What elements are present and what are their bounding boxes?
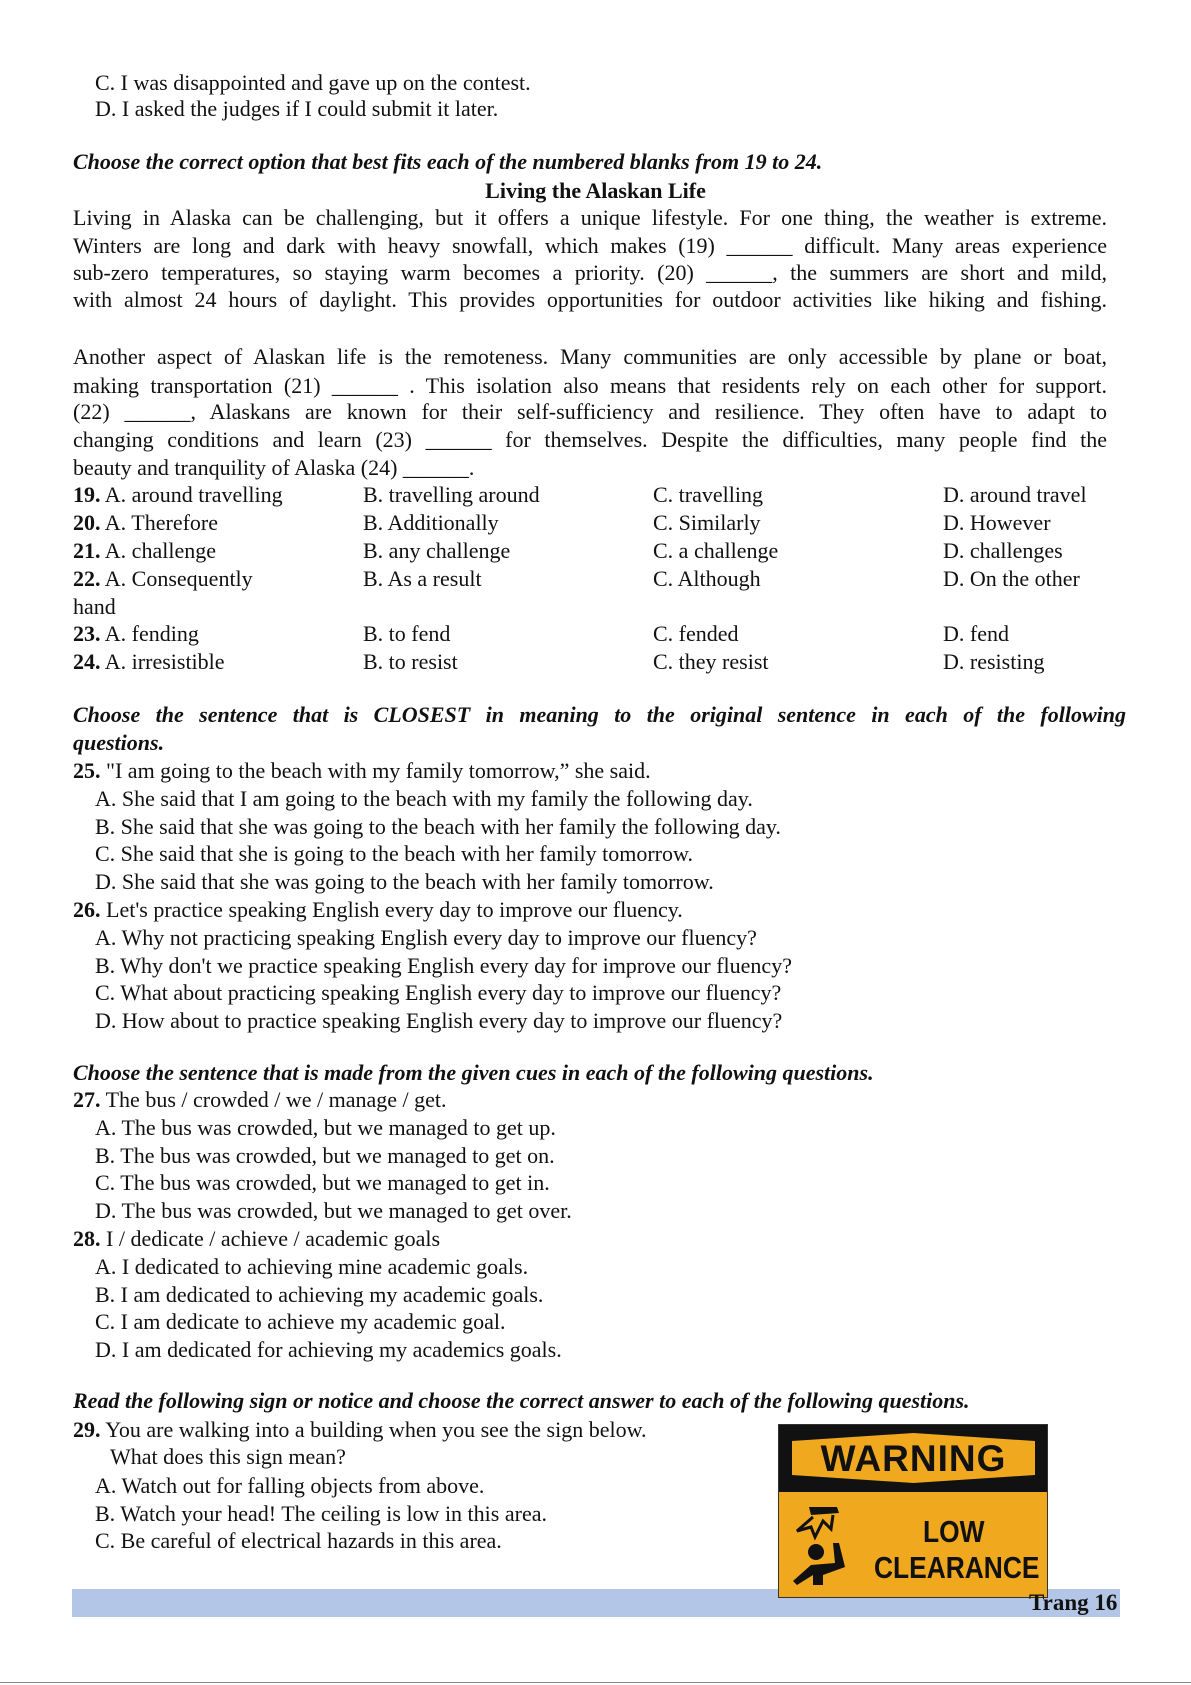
answer-row: [73, 509, 218, 537]
passage-line: beauty and tranquility of Alaska (24) ______.: [73, 455, 475, 480]
passage-line: with almost 24 hours of daylight. This provides opportunities for outdoor activities like hiking and fishing.: [73, 287, 1107, 312]
option-b: B. As a result: [363, 566, 482, 591]
option-d: D. challenges: [943, 538, 1063, 563]
option-d: D. fend: [943, 621, 1009, 646]
option-a: A. Consequently: [104, 566, 253, 591]
answer-option: B. The bus was crowded, but we managed to get on.: [95, 1142, 555, 1168]
answer-option: A. Why not practicing speaking English every day to improve our fluency?: [95, 925, 757, 950]
option-c: C. Although: [653, 566, 761, 591]
option-b: B. to resist: [363, 649, 458, 674]
question-subprompt: What does this sign mean?: [110, 1444, 346, 1469]
sign-header-text: WARNING: [820, 1438, 1007, 1479]
passage-line: sub-zero temperatures, so staying warm becomes a priority. (20) ______, the summers are short and mild,: [73, 260, 1107, 285]
question-stem-line: [73, 757, 651, 785]
answer-option: A. I dedicated to achieving mine academic goals.: [95, 1254, 529, 1279]
passage-line: changing conditions and learn (23) ______ for themselves. Despite the difficulties, many people find the: [73, 427, 1107, 452]
passage-line: Another aspect of Alaskan life is the remoteness. Many communities are only accessible by plane or boat,: [73, 344, 1107, 369]
answer-option: A. She said that I am going to the beach with my family the following day.: [95, 786, 753, 811]
option-d: D. resisting: [943, 649, 1045, 674]
question-number: 27.: [73, 1087, 101, 1112]
bottom-divider: [0, 1682, 1191, 1683]
option-a-wrap: hand: [73, 594, 116, 619]
passage-line: Living in Alaska can be challenging, but it offers a unique lifestyle. For one thing, the weather is extreme.: [73, 205, 1107, 230]
answer-option: D. She said that she was going to the beach with her family tomorrow.: [95, 868, 714, 894]
question-number: 22.: [73, 566, 101, 591]
option-a: A. around travelling: [104, 482, 283, 507]
section-instruction: Choose the sentence that is CLOSEST in meaning to the original sentence in each of the following: [73, 702, 1126, 727]
question-29: [73, 1416, 647, 1444]
question-stem-line: [73, 896, 683, 924]
option-b: B. Additionally: [363, 510, 499, 535]
option-c: C. I was disappointed and gave up on the contest.: [95, 70, 531, 95]
option-c: C. they resist: [653, 649, 769, 674]
answer-option: A. The bus was crowded, but we managed to get up.: [95, 1115, 556, 1140]
answer-option: B. Why don't we practice speaking English every day for improve our fluency?: [95, 952, 792, 978]
question-number: 23.: [73, 621, 101, 646]
passage-title: Living the Alaskan Life: [485, 178, 706, 203]
answer-option: B. I am dedicated to achieving my academic goals.: [95, 1281, 544, 1307]
option-d: D. around travel: [943, 482, 1087, 507]
answer-option: C. The bus was crowded, but we managed to get in.: [95, 1170, 550, 1195]
page-number: Trang 16: [1029, 1590, 1118, 1615]
question-stem: The bus / crowded / we / manage / get.: [105, 1087, 447, 1112]
answer-row: [73, 565, 253, 593]
question-number: 19.: [73, 482, 101, 507]
answer-row: [73, 648, 225, 676]
sign-line-2: CLEARANCE: [874, 1550, 1040, 1585]
answer-option: B. Watch your head! The ceiling is low in this area.: [95, 1501, 547, 1526]
question-stem: I / dedicate / achieve / academic goals: [106, 1226, 441, 1251]
question-stem-line: [73, 1225, 440, 1253]
head-bump-icon: [793, 1507, 855, 1585]
section-instruction: Choose the sentence that is made from the given cues in each of the following questions.: [73, 1060, 874, 1085]
sign-line-1: LOW: [923, 1514, 985, 1549]
option-c: C. travelling: [653, 482, 763, 507]
question-number: 25.: [73, 758, 101, 783]
option-a: A. challenge: [104, 538, 216, 563]
answer-option: C. Be careful of electrical hazards in this area.: [95, 1528, 502, 1553]
section-instruction: Choose the correct option that best fits each of the numbered blanks from 19 to 24.: [73, 149, 823, 174]
option-b: B. travelling around: [363, 482, 540, 507]
question-number: 24.: [73, 649, 101, 674]
question-number: 29.: [73, 1417, 101, 1442]
question-stem: You are walking into a building when you see the sign below.: [105, 1417, 647, 1442]
option-d: D. On the other: [943, 566, 1080, 591]
answer-row: [73, 537, 216, 565]
question-stem: Let's practice speaking English every day to improve our fluency.: [106, 897, 683, 922]
question-number: 26.: [73, 897, 101, 922]
warning-sign-image: [778, 1424, 1048, 1598]
option-a: A. Therefore: [104, 510, 218, 535]
answer-option: D. I am dedicated for achieving my academics goals.: [95, 1336, 562, 1362]
option-a: A. irresistible: [104, 649, 225, 674]
answer-row: [73, 481, 283, 509]
answer-option: B. She said that she was going to the beach with her family the following day.: [95, 813, 781, 839]
answer-row: [73, 620, 199, 648]
option-d: D. I asked the judges if I could submit it later.: [95, 96, 499, 121]
answer-option: C. She said that she is going to the beach with her family tomorrow.: [95, 841, 693, 866]
question-stem: "I am going to the beach with my family tomorrow,” she said.: [106, 758, 651, 783]
option-d: D. However: [943, 510, 1051, 535]
answer-option: D. How about to practice speaking English every day to improve our fluency?: [95, 1007, 783, 1033]
question-stem-line: [73, 1086, 447, 1114]
answer-option: A. Watch out for falling objects from above.: [95, 1473, 485, 1498]
option-c: C. Similarly: [653, 510, 761, 535]
option-b: B. any challenge: [363, 538, 511, 563]
passage-line: (22) ______, Alaskans are known for their self-sufficiency and resilience. They often have to adapt to: [73, 399, 1107, 424]
question-number: 28.: [73, 1226, 101, 1251]
option-c: C. fended: [653, 621, 739, 646]
option-c: C. a challenge: [653, 538, 779, 563]
answer-option: C. I am dedicate to achieve my academic goal.: [95, 1309, 506, 1334]
section-instruction: questions.: [73, 730, 165, 755]
option-a: A. fending: [104, 621, 199, 646]
section-instruction: Read the following sign or notice and choose the correct answer to each of the following questions.: [73, 1388, 970, 1413]
question-number: 21.: [73, 538, 101, 563]
passage-line: Winters are long and dark with heavy snowfall, which makes (19) ______ difficult. Many areas experience: [73, 233, 1107, 258]
option-b: B. to fend: [363, 621, 451, 646]
question-number: 20.: [73, 510, 101, 535]
answer-option: D. The bus was crowded, but we managed to get over.: [95, 1197, 572, 1223]
passage-line: making transportation (21) ______ . This isolation also means that residents rely on each other for support.: [73, 373, 1107, 398]
answer-option: C. What about practicing speaking English every day to improve our fluency?: [95, 980, 782, 1005]
